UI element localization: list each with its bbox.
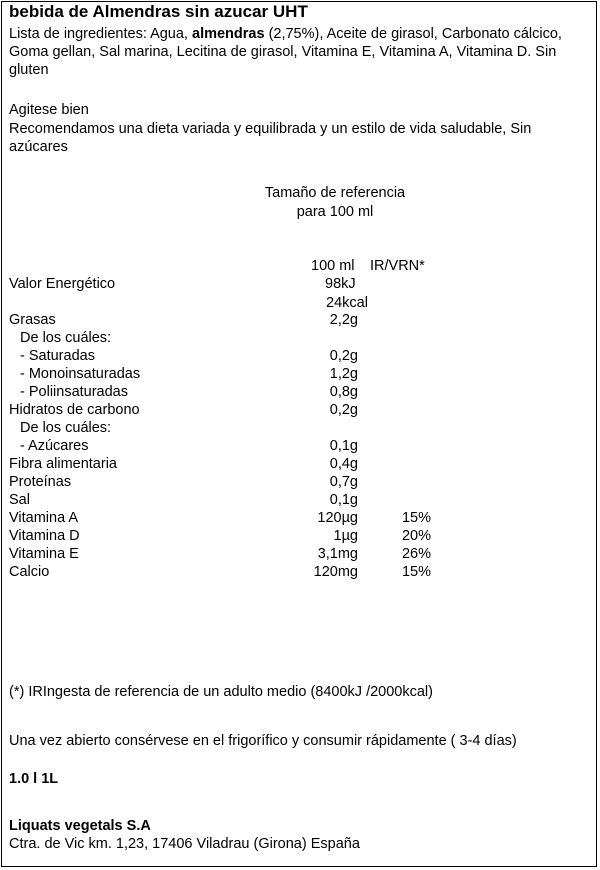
column-header-ir: IR/VRN*: [370, 258, 425, 274]
nutrient-ir: 26%: [401, 546, 431, 562]
diet-note: Recomendamos una dieta variada y equilibrada y un estilo de vida saludable, Sin azúcares: [9, 121, 532, 155]
nutrient-value: 0,4g: [329, 456, 358, 472]
column-header-100ml: 100 ml: [311, 258, 355, 274]
nutrient-value: 120mg: [313, 564, 358, 580]
ingredients-suffix: (2,75%), Aceite de girasol, Carbonato cálcico, Goma gellan, Sal marina, Lecitina de girasol, Vitamina E, Vitamina A, Vitamina D. Sin gluten: [9, 26, 562, 78]
nutrient-label: Sal: [9, 492, 30, 508]
nutrient-value: 2,2g: [329, 312, 358, 328]
nutrient-value: 0,8g: [329, 384, 358, 400]
company-name: Liquats vegetals S.A: [9, 818, 151, 834]
nutrient-value: 0,1g: [329, 492, 358, 508]
nutrient-label: Proteínas: [9, 474, 72, 490]
ingredients-list: [9, 25, 584, 79]
nutrient-value: 1µg: [333, 528, 358, 544]
nutrient-ir: 20%: [401, 528, 431, 544]
product-title: bebida de Almendras sin azucar UHT: [9, 2, 308, 21]
nutrient-value: 0,2g: [329, 348, 358, 364]
nutrient-value: 0,2g: [329, 402, 358, 418]
reference-line-2: para 100 ml: [296, 204, 374, 220]
volume: 1.0 l 1L: [9, 771, 59, 787]
nutrient-value: 3,1mg: [317, 546, 358, 562]
company-address: Ctra. de Vic km. 1,23, 17406 Viladrau (Girona) España: [9, 836, 360, 852]
nutrient-label: Vitamina A: [9, 510, 79, 526]
ingredients-prefix: Lista de ingredientes: Agua,: [9, 26, 192, 42]
energy-kcal: 24kcal: [326, 295, 368, 311]
nutrient-value: 0,7g: [329, 474, 358, 490]
nutrient-label: Hidratos de carbono: [9, 402, 140, 418]
nutrient-label: Fibra alimentaria: [9, 456, 117, 472]
nutrient-label: - Poliinsaturadas: [20, 384, 128, 400]
nutrient-label: Grasas: [9, 312, 56, 328]
shake-note: Agitese bien: [9, 102, 89, 118]
nutrient-label: Vitamina E: [9, 546, 79, 562]
nutrient-ir: 15%: [401, 510, 431, 526]
nutrient-label: De los cuáles:: [20, 420, 112, 436]
nutrient-label: - Azúcares: [20, 438, 89, 454]
nutrient-label: Vitamina D: [9, 528, 80, 544]
nutrient-label: De los cuáles:: [20, 330, 112, 346]
ir-footnote: (*) IRIngesta de referencia de un adulto medio (8400kJ /2000kcal): [9, 684, 433, 700]
ingredients-highlight: almendras: [192, 26, 265, 42]
nutrient-value: 0,1g: [329, 438, 358, 454]
energy-label: Valor Energético: [9, 276, 116, 292]
nutrient-label: - Saturadas: [20, 348, 95, 364]
nutrient-ir: 15%: [401, 564, 431, 580]
nutrient-label: - Monoinsaturadas: [20, 366, 141, 382]
energy-kj: 98kJ: [325, 276, 356, 292]
reference-line-1: Tamaño de referencia: [264, 185, 406, 201]
nutrient-label: Calcio: [9, 564, 50, 580]
storage-note: Una vez abierto consérvese en el frigorífico y consumir rápidamente ( 3-4 días): [9, 733, 517, 749]
nutrient-value: 120µg: [317, 510, 358, 526]
nutrient-value: 1,2g: [329, 366, 358, 382]
